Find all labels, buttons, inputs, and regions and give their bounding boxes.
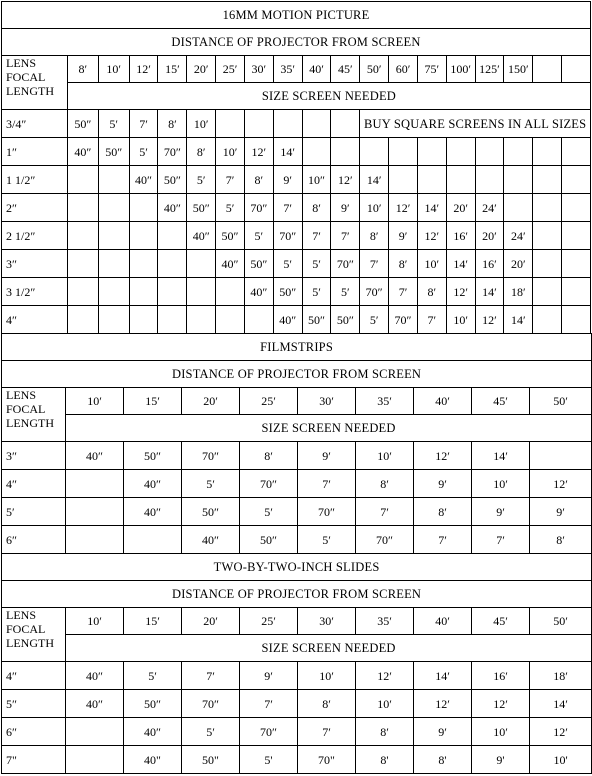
motion-distance-cell: 50′ <box>360 56 389 83</box>
filmstrips-lens-label: LENS FOCAL LENGTH <box>2 388 66 442</box>
motion-size-cell: 40″ <box>187 222 216 250</box>
filmstrips-lens-cell: 4″ <box>2 470 66 498</box>
motion-size-cell: 7′ <box>331 222 360 250</box>
filmstrips-size-cell: 9′ <box>530 498 592 526</box>
filmstrips-size-cell: 10′ <box>356 442 414 470</box>
motion-size-cell <box>216 278 245 306</box>
motion-size-cell: 5′ <box>187 166 216 194</box>
motion-size-cell <box>475 166 504 194</box>
motion-distance-cell: 10′ <box>98 56 129 83</box>
slides-distance-cell: 30′ <box>298 608 356 635</box>
motion-size-cell <box>67 250 98 278</box>
motion-size-cell <box>562 250 591 278</box>
motion-size-cell: 7′ <box>389 278 418 306</box>
filmstrips-distance-cell: 45′ <box>472 388 530 415</box>
motion-size-cell <box>129 306 158 334</box>
filmstrips-size-cell: 9′ <box>472 498 530 526</box>
filmstrips-table-row <box>2 526 592 554</box>
motion-size-cell <box>417 138 446 166</box>
motion-size-cell: 50″ <box>98 138 129 166</box>
motion-size-cell: 7′ <box>273 194 302 222</box>
slides-table <box>1 553 592 774</box>
motion-distance-cell: 35′ <box>273 56 302 83</box>
motion-size-cell: 40″ <box>244 278 273 306</box>
slides-distance-header: DISTANCE OF PROJECTOR FROM SCREEN <box>2 581 592 608</box>
slides-size-cell <box>66 746 124 774</box>
motion-size-cell: 8′ <box>302 194 331 222</box>
motion-size-cell: 40″ <box>273 306 302 334</box>
filmstrips-distance-row <box>2 388 592 415</box>
motion-size-cell: 18′ <box>504 278 533 306</box>
filmstrips-size-cell <box>66 470 124 498</box>
motion-size-cell <box>562 194 591 222</box>
motion-size-cell <box>216 306 245 334</box>
slides-size-cell <box>66 718 124 746</box>
slides-size-cell: 14′ <box>530 690 592 718</box>
motion-size-cell: 7′ <box>216 166 245 194</box>
motion-size-cell <box>129 278 158 306</box>
filmstrips-size-cell: 9′ <box>298 442 356 470</box>
motion-size-cell <box>533 166 562 194</box>
slides-table-row <box>2 718 592 746</box>
motion-size-cell: 12′ <box>389 194 418 222</box>
motion-size-cell <box>446 138 475 166</box>
motion-size-cell <box>98 222 129 250</box>
slides-table-row <box>2 746 592 774</box>
motion-size-cell: 70″ <box>389 306 418 334</box>
slides-size-cell: 10′ <box>356 690 414 718</box>
motion-size-cell: 20′ <box>475 222 504 250</box>
motion-size-cell: 50″ <box>158 166 187 194</box>
motion-size-cell: 12′ <box>446 278 475 306</box>
motion-size-cell: 50″ <box>273 278 302 306</box>
filmstrips-size-cell: 70″ <box>298 498 356 526</box>
motion-size-cell <box>562 278 591 306</box>
filmstrips-size-cell: 12′ <box>530 470 592 498</box>
motion-size-cell <box>98 194 129 222</box>
filmstrips-distance-cell: 20′ <box>182 388 240 415</box>
filmstrips-table-row <box>2 442 592 470</box>
slides-table-row <box>2 662 592 690</box>
motion-size-cell <box>67 166 98 194</box>
slides-distance-cell: 15′ <box>124 608 182 635</box>
motion-size-cell: 5′ <box>273 250 302 278</box>
motion-size-cell: 12′ <box>417 222 446 250</box>
slides-table-row <box>2 690 592 718</box>
motion-table-row <box>2 278 591 306</box>
motion-size-cell: 70″ <box>244 194 273 222</box>
filmstrips-distance-cell: 30′ <box>298 388 356 415</box>
filmstrips-table-row <box>2 498 592 526</box>
motion-size-cell <box>67 194 98 222</box>
filmstrips-distance-cell: 15′ <box>124 388 182 415</box>
motion-distance-cell: 40′ <box>302 56 331 83</box>
slides-size-cell: 10′ <box>298 662 356 690</box>
motion-lens-cell: 2 1/2″ <box>2 222 68 250</box>
motion-size-cell <box>158 278 187 306</box>
slides-size-cell: 8' <box>414 746 472 774</box>
motion-table-row <box>2 306 591 334</box>
slides-size-cell: 14′ <box>414 662 472 690</box>
motion-size-cell <box>129 222 158 250</box>
motion-size-cell <box>98 250 129 278</box>
slides-size-cell: 40" <box>124 746 182 774</box>
motion-size-cell <box>129 250 158 278</box>
slides-size-cell: 8' <box>356 746 414 774</box>
motion-distance-cell: 20′ <box>187 56 216 83</box>
motion-size-cell: 10′ <box>446 306 475 334</box>
filmstrips-size-cell: 7′ <box>356 498 414 526</box>
motion-size-cell <box>216 110 245 138</box>
slides-size-cell: 50" <box>182 746 240 774</box>
slides-size-cell: 8′ <box>356 718 414 746</box>
motion-size-cell: 8′ <box>389 250 418 278</box>
motion-size-cell <box>389 166 418 194</box>
motion-size-cell <box>158 222 187 250</box>
slides-size-cell: 70″ <box>182 690 240 718</box>
motion-size-cell: 5′ <box>360 306 389 334</box>
slides-distance-cell: 20′ <box>182 608 240 635</box>
slides-size-header: SIZE SCREEN NEEDED <box>66 635 592 662</box>
slides-lens-cell: 5″ <box>2 690 66 718</box>
motion-size-cell <box>302 110 331 138</box>
motion-size-cell: 14′ <box>504 306 533 334</box>
filmstrips-size-cell: 8′ <box>414 498 472 526</box>
motion-lens-cell: 4″ <box>2 306 68 334</box>
motion-size-cell: 5′ <box>98 110 129 138</box>
motion-size-cell: 40″ <box>158 194 187 222</box>
filmstrips-lens-cell: 3″ <box>2 442 66 470</box>
motion-distance-cell: 75′ <box>417 56 446 83</box>
motion-distance-cell: 150′ <box>504 56 533 83</box>
motion-size-cell <box>533 306 562 334</box>
motion-size-cell <box>158 250 187 278</box>
slides-size-cell: 18′ <box>530 662 592 690</box>
motion-size-cell: 7′ <box>360 250 389 278</box>
motion-size-cell: 5′ <box>129 138 158 166</box>
motion-lens-cell: 2″ <box>2 194 68 222</box>
motion-size-cell <box>533 138 562 166</box>
motion-size-cell: 8′ <box>187 138 216 166</box>
motion-size-cell <box>504 166 533 194</box>
slides-size-cell: 70″ <box>240 718 298 746</box>
motion-size-cell <box>446 166 475 194</box>
motion-size-cell <box>67 278 98 306</box>
motion-size-cell <box>533 250 562 278</box>
filmstrips-table <box>1 333 592 554</box>
slides-size-cell: 50″ <box>124 690 182 718</box>
motion-size-cell <box>417 166 446 194</box>
filmstrips-size-cell: 40″ <box>124 498 182 526</box>
motion-picture-table <box>1 1 591 334</box>
motion-table-row <box>2 166 591 194</box>
motion-size-cell <box>562 222 591 250</box>
motion-size-cell: 20′ <box>446 194 475 222</box>
slides-title: TWO-BY-TWO-INCH SLIDES <box>2 554 592 581</box>
filmstrips-title: FILMSTRIPS <box>2 334 592 361</box>
filmstrips-size-cell: 7′ <box>414 526 472 554</box>
slides-size-cell: 9′ <box>240 662 298 690</box>
filmstrips-size-cell: 8′ <box>530 526 592 554</box>
motion-size-cell <box>389 138 418 166</box>
motion-size-cell: 40″ <box>67 138 98 166</box>
motion-distance-cell: 100′ <box>446 56 475 83</box>
filmstrips-size-cell: 70″ <box>240 470 298 498</box>
motion-size-cell <box>67 222 98 250</box>
motion-size-cell: 70″ <box>273 222 302 250</box>
motion-title: 16MM MOTION PICTURE <box>2 2 591 29</box>
filmstrips-lens-cell: 6″ <box>2 526 66 554</box>
motion-table-row <box>2 138 591 166</box>
motion-size-cell: 8′ <box>244 166 273 194</box>
motion-size-cell: 50″ <box>216 222 245 250</box>
motion-size-cell: 7′ <box>129 110 158 138</box>
motion-size-cell <box>504 138 533 166</box>
motion-size-cell <box>98 306 129 334</box>
motion-size-cell: 24′ <box>475 194 504 222</box>
slides-size-cell: 70" <box>298 746 356 774</box>
slides-size-cell: 7′ <box>298 718 356 746</box>
motion-size-cell <box>331 138 360 166</box>
filmstrips-distance-cell: 50′ <box>530 388 592 415</box>
motion-size-cell: 14′ <box>446 250 475 278</box>
slides-size-cell: 7′ <box>182 662 240 690</box>
slides-size-cell: 12′ <box>530 718 592 746</box>
filmstrips-size-cell: 40″ <box>66 442 124 470</box>
motion-distance-cell: 125′ <box>475 56 504 83</box>
filmstrips-size-cell <box>66 526 124 554</box>
filmstrips-size-cell: 5′ <box>240 498 298 526</box>
slides-distance-cell: 45′ <box>472 608 530 635</box>
motion-size-cell <box>158 306 187 334</box>
filmstrips-size-header: SIZE SCREEN NEEDED <box>66 415 592 442</box>
motion-size-cell: 5′ <box>331 278 360 306</box>
motion-distance-cell: 30′ <box>244 56 273 83</box>
motion-size-cell: 10′ <box>216 138 245 166</box>
motion-distance-cell: 60′ <box>389 56 418 83</box>
motion-size-cell: 10′ <box>360 194 389 222</box>
motion-size-cell: 10′ <box>417 250 446 278</box>
motion-size-cell <box>360 138 389 166</box>
motion-distance-cell: 45′ <box>331 56 360 83</box>
motion-size-cell: 5′ <box>216 194 245 222</box>
filmstrips-distance-cell: 35′ <box>356 388 414 415</box>
filmstrips-size-cell: 8′ <box>240 442 298 470</box>
slides-size-cell: 8′ <box>298 690 356 718</box>
motion-table-row <box>2 250 591 278</box>
filmstrips-size-cell: 50″ <box>182 498 240 526</box>
slides-size-cell: 40″ <box>124 718 182 746</box>
slides-size-cell: 12′ <box>472 690 530 718</box>
filmstrips-size-cell: 5′ <box>298 526 356 554</box>
slides-distance-cell: 50′ <box>530 608 592 635</box>
slides-size-cell: 10' <box>530 746 592 774</box>
motion-size-cell <box>98 166 129 194</box>
motion-size-cell <box>244 110 273 138</box>
filmstrips-distance-cell: 40′ <box>414 388 472 415</box>
motion-size-cell: 10″ <box>302 166 331 194</box>
motion-lens-cell: 1″ <box>2 138 68 166</box>
motion-size-cell: 12′ <box>475 306 504 334</box>
slides-distance-cell: 25′ <box>240 608 298 635</box>
filmstrips-size-cell: 50″ <box>240 526 298 554</box>
motion-table-row <box>2 194 591 222</box>
motion-note: BUY SQUARE SCREENS IN ALL SIZES <box>360 110 591 138</box>
filmstrips-size-cell: 40″ <box>124 470 182 498</box>
slides-lens-label: LENS FOCAL LENGTH <box>2 608 66 662</box>
filmstrips-size-cell: 50″ <box>124 442 182 470</box>
motion-size-cell <box>187 278 216 306</box>
slides-size-cell: 40″ <box>66 662 124 690</box>
motion-size-cell: 20′ <box>504 250 533 278</box>
motion-size-cell: 70″ <box>331 250 360 278</box>
slides-distance-row <box>2 608 592 635</box>
motion-size-cell: 16′ <box>475 250 504 278</box>
slides-lens-cell: 6″ <box>2 718 66 746</box>
motion-lens-cell: 3 1/2″ <box>2 278 68 306</box>
motion-size-cell <box>562 166 591 194</box>
slides-size-cell: 5' <box>240 746 298 774</box>
motion-size-cell: 14′ <box>360 166 389 194</box>
motion-size-header: SIZE SCREEN NEEDED <box>67 83 590 110</box>
slides-size-cell: 16′ <box>472 662 530 690</box>
filmstrips-distance-header: DISTANCE OF PROJECTOR FROM SCREEN <box>2 361 592 388</box>
motion-size-cell: 50″ <box>67 110 98 138</box>
motion-distance-cell <box>562 56 591 83</box>
motion-size-cell: 16′ <box>446 222 475 250</box>
motion-distance-cell <box>533 56 562 83</box>
filmstrips-size-cell <box>530 442 592 470</box>
motion-size-cell: 24′ <box>504 222 533 250</box>
filmstrips-size-cell: 7′ <box>472 526 530 554</box>
motion-size-cell <box>331 110 360 138</box>
motion-table-row <box>2 110 591 138</box>
motion-size-cell: 50″ <box>331 306 360 334</box>
motion-size-cell <box>187 250 216 278</box>
motion-size-cell <box>129 194 158 222</box>
filmstrips-lens-cell: 5′ <box>2 498 66 526</box>
motion-lens-label: LENS FOCAL LENGTH <box>2 56 68 110</box>
motion-size-cell <box>533 194 562 222</box>
motion-size-cell <box>187 306 216 334</box>
filmstrips-size-cell: 10′ <box>472 470 530 498</box>
slides-size-cell: 5′ <box>182 718 240 746</box>
motion-size-cell <box>504 194 533 222</box>
filmstrips-size-cell <box>124 526 182 554</box>
filmstrips-distance-cell: 25′ <box>240 388 298 415</box>
filmstrips-table-row <box>2 470 592 498</box>
motion-size-cell: 8′ <box>417 278 446 306</box>
motion-size-cell <box>562 306 591 334</box>
motion-size-cell: 40″ <box>216 250 245 278</box>
filmstrips-size-cell <box>66 498 124 526</box>
slides-size-cell: 7′ <box>240 690 298 718</box>
motion-size-cell: 12′ <box>244 138 273 166</box>
motion-distance-cell: 15′ <box>158 56 187 83</box>
motion-distance-header: DISTANCE OF PROJECTOR FROM SCREEN <box>2 29 591 56</box>
filmstrips-distance-cell: 10′ <box>66 388 124 415</box>
motion-size-cell: 9′ <box>331 194 360 222</box>
motion-size-cell: 9′ <box>273 166 302 194</box>
slides-lens-cell: 7" <box>2 746 66 774</box>
motion-size-cell <box>273 110 302 138</box>
motion-size-cell: 9′ <box>389 222 418 250</box>
slides-distance-cell: 35′ <box>356 608 414 635</box>
projection-chart <box>1 1 591 774</box>
motion-distance-cell: 25′ <box>216 56 245 83</box>
motion-size-cell: 14′ <box>417 194 446 222</box>
filmstrips-size-cell: 14′ <box>472 442 530 470</box>
motion-size-cell: 5′ <box>302 278 331 306</box>
slides-size-cell: 9′ <box>414 718 472 746</box>
motion-size-cell <box>533 278 562 306</box>
motion-size-cell: 8′ <box>158 110 187 138</box>
filmstrips-size-cell: 70″ <box>182 442 240 470</box>
motion-size-cell <box>562 138 591 166</box>
filmstrips-size-cell: 12′ <box>414 442 472 470</box>
slides-distance-cell: 10′ <box>66 608 124 635</box>
motion-size-cell: 40″ <box>129 166 158 194</box>
motion-size-cell <box>533 222 562 250</box>
motion-size-cell: 14′ <box>475 278 504 306</box>
slides-size-cell: 5′ <box>124 662 182 690</box>
motion-size-cell <box>475 138 504 166</box>
filmstrips-size-cell: 8′ <box>356 470 414 498</box>
filmstrips-size-cell: 40″ <box>182 526 240 554</box>
slides-size-cell: 40″ <box>66 690 124 718</box>
motion-size-cell: 5′ <box>302 250 331 278</box>
slides-size-cell: 12′ <box>356 662 414 690</box>
motion-size-cell: 5′ <box>244 222 273 250</box>
filmstrips-size-cell: 7′ <box>298 470 356 498</box>
motion-size-cell: 70″ <box>360 278 389 306</box>
motion-size-cell: 50″ <box>244 250 273 278</box>
filmstrips-size-cell: 9′ <box>414 470 472 498</box>
filmstrips-size-cell: 70″ <box>356 526 414 554</box>
slides-size-cell: 10′ <box>472 718 530 746</box>
motion-size-cell: 14′ <box>273 138 302 166</box>
motion-lens-cell: 3″ <box>2 250 68 278</box>
motion-distance-row <box>2 56 591 83</box>
motion-size-cell: 50″ <box>302 306 331 334</box>
motion-distance-cell: 12′ <box>129 56 158 83</box>
motion-distance-cell: 8′ <box>67 56 98 83</box>
slides-distance-cell: 40′ <box>414 608 472 635</box>
motion-table-row <box>2 222 591 250</box>
motion-size-cell: 7′ <box>302 222 331 250</box>
slides-size-cell: 9' <box>472 746 530 774</box>
motion-size-cell: 12′ <box>331 166 360 194</box>
slides-size-cell: 12′ <box>414 690 472 718</box>
motion-size-cell: 50″ <box>187 194 216 222</box>
filmstrips-size-cell: 5′ <box>182 470 240 498</box>
motion-lens-cell: 3/4″ <box>2 110 68 138</box>
motion-size-cell: 10′ <box>187 110 216 138</box>
motion-size-cell: 7′ <box>417 306 446 334</box>
motion-lens-cell: 1 1/2″ <box>2 166 68 194</box>
motion-size-cell: 70″ <box>158 138 187 166</box>
motion-size-cell <box>302 138 331 166</box>
slides-lens-cell: 4″ <box>2 662 66 690</box>
motion-size-cell <box>67 306 98 334</box>
motion-size-cell: 8′ <box>360 222 389 250</box>
motion-size-cell <box>244 306 273 334</box>
motion-size-cell <box>98 278 129 306</box>
